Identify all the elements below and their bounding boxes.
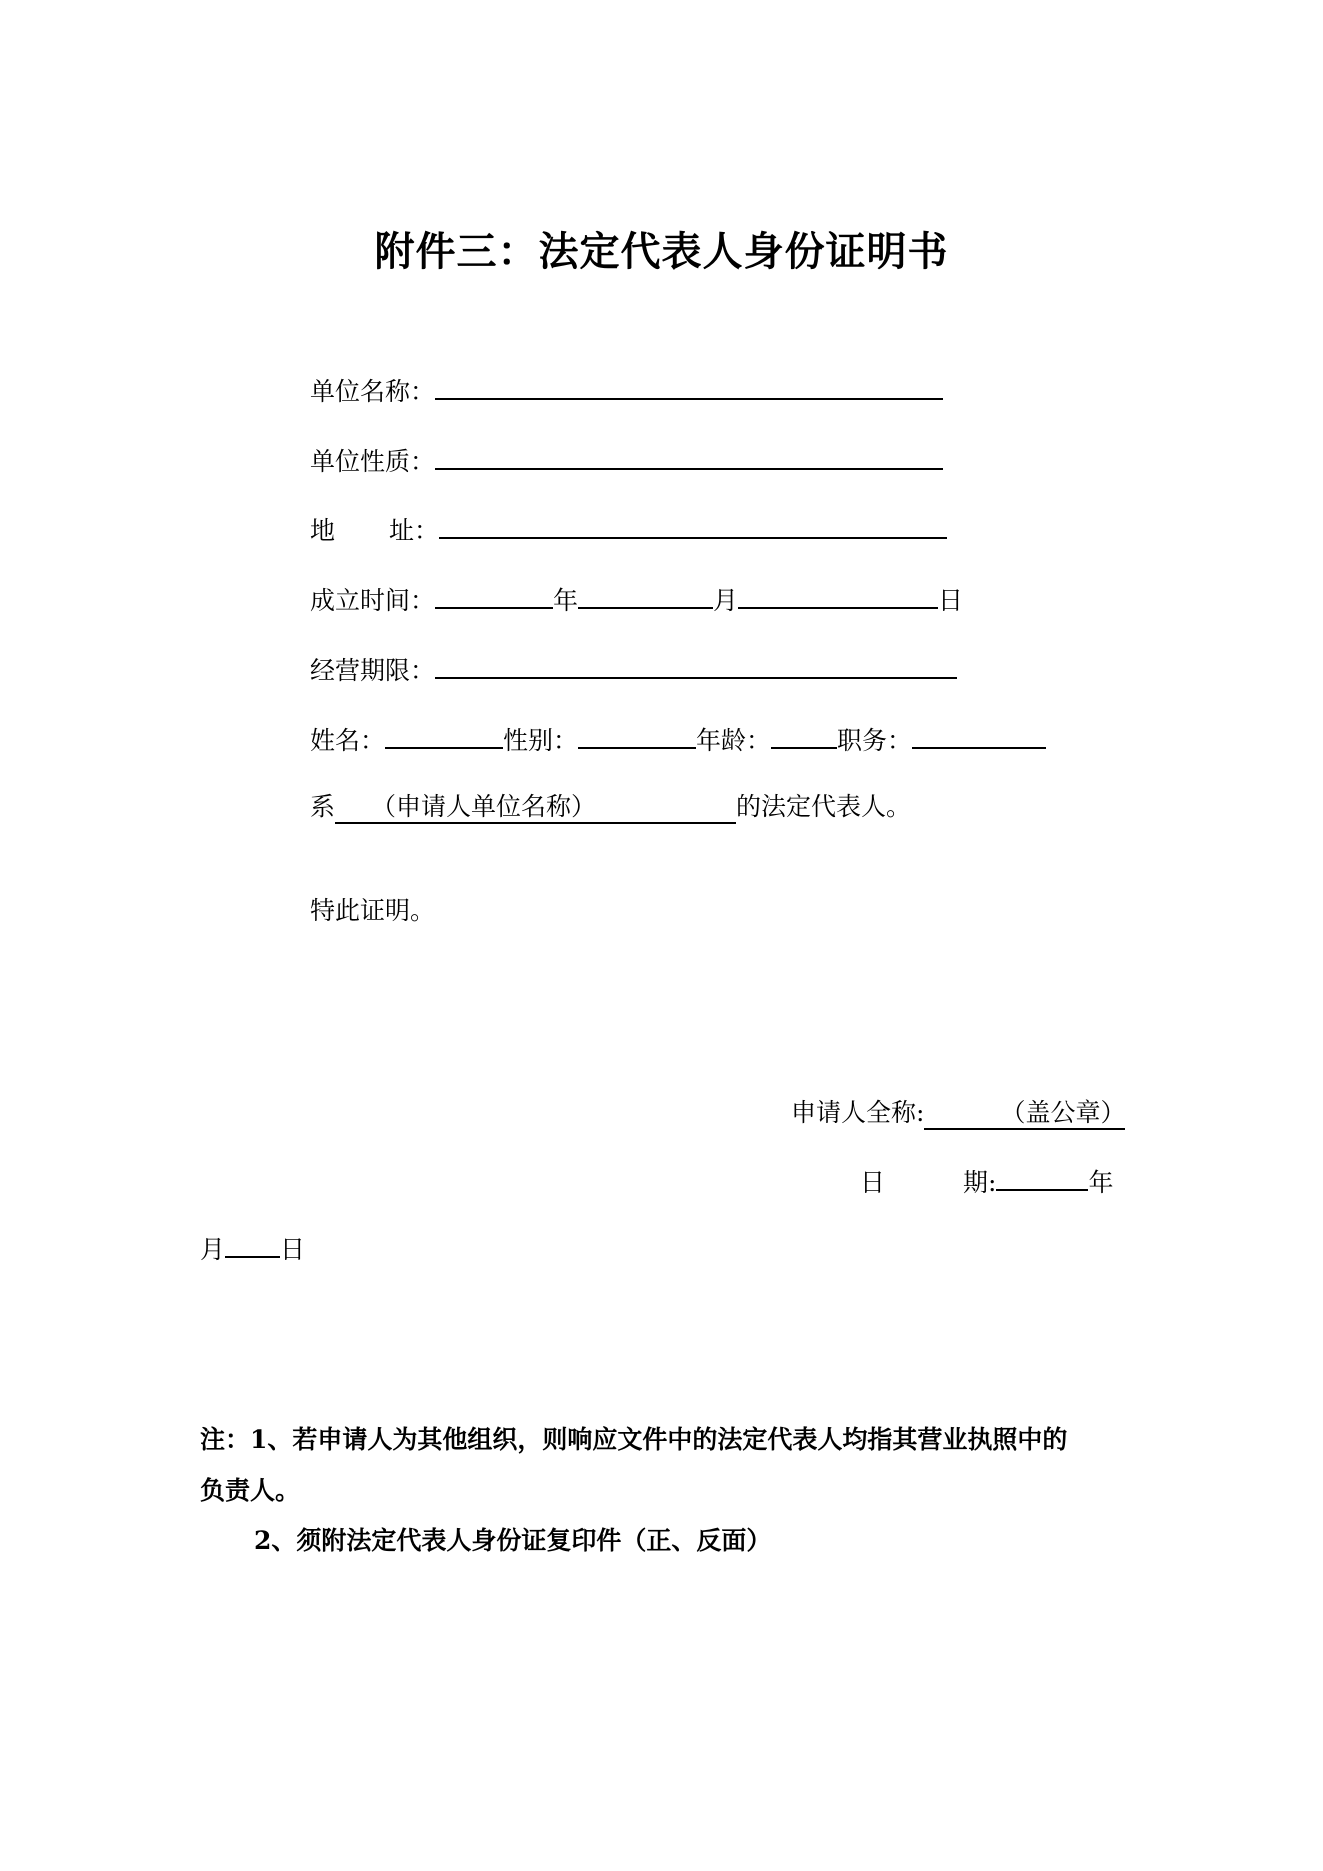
relation-field[interactable]: [335, 792, 736, 824]
established-label: 成立时间：: [310, 586, 436, 615]
relation-prefix: 系: [310, 792, 336, 821]
sign-day-label: 日: [280, 1235, 306, 1264]
person-row: [310, 721, 1046, 758]
note-line-2: 负责人。: [200, 1476, 301, 1505]
established-month-field[interactable]: [578, 581, 713, 609]
established-day-field[interactable]: [738, 581, 938, 609]
note-line-3: 2、须附法定代表人身份证复印件（正、反面）: [254, 1526, 772, 1555]
unit-name-field[interactable]: [435, 372, 943, 400]
sign-date-label-second: 期:: [963, 1168, 997, 1197]
unit-nature-row: [310, 442, 943, 479]
unit-nature-field[interactable]: [435, 442, 943, 470]
sign-date-label-first: 日: [860, 1168, 886, 1197]
certify-text: 特此证明。: [310, 896, 436, 925]
relation-row: [310, 790, 911, 824]
sign-month-field[interactable]: [225, 1230, 280, 1258]
term-row: [310, 651, 957, 688]
established-year-label: 年: [553, 586, 579, 615]
unit-name-row: [310, 372, 943, 409]
address-label-second: 址：: [389, 516, 440, 545]
gender-field[interactable]: [578, 721, 696, 749]
page-title: 附件三：法定代表人身份证明书: [374, 228, 949, 275]
applicant-field[interactable]: [924, 1098, 1125, 1130]
applicant-row: [791, 1096, 1125, 1130]
sign-month-day-row: [200, 1230, 305, 1267]
term-label: 经营期限：: [310, 656, 436, 685]
established-year-field[interactable]: [435, 581, 553, 609]
applicant-label: 申请人全称:: [791, 1098, 925, 1127]
name-field[interactable]: [385, 721, 503, 749]
address-label-first: 地: [310, 516, 336, 545]
address-row: [310, 511, 947, 548]
unit-name-label: 单位名称：: [310, 377, 436, 406]
sign-month-label: 月: [200, 1235, 226, 1264]
gender-label: 性别：: [503, 726, 579, 755]
position-label: 职务：: [837, 726, 913, 755]
age-label: 年龄：: [696, 726, 772, 755]
term-field[interactable]: [435, 651, 957, 679]
unit-nature-label: 单位性质：: [310, 447, 436, 476]
age-field[interactable]: [771, 721, 837, 749]
sign-year-field[interactable]: [996, 1163, 1088, 1191]
relation-suffix: 的法定代表人。: [736, 792, 912, 821]
seal-placeholder: （盖公章）: [1000, 1098, 1126, 1127]
name-label: 姓名：: [310, 726, 386, 755]
sign-year-label: 年: [1088, 1168, 1114, 1197]
established-month-label: 月: [713, 586, 739, 615]
established-day-label: 日: [938, 586, 964, 615]
note-line-1: 注：1、若申请人为其他组织，则响应文件中的法定代表人均指其营业执照中的: [200, 1425, 1068, 1454]
relation-placeholder: （申请人单位名称）: [371, 792, 597, 821]
sign-date-row: [860, 1163, 1113, 1200]
position-field[interactable]: [912, 721, 1046, 749]
address-field[interactable]: [439, 511, 947, 539]
established-row: [310, 581, 963, 618]
